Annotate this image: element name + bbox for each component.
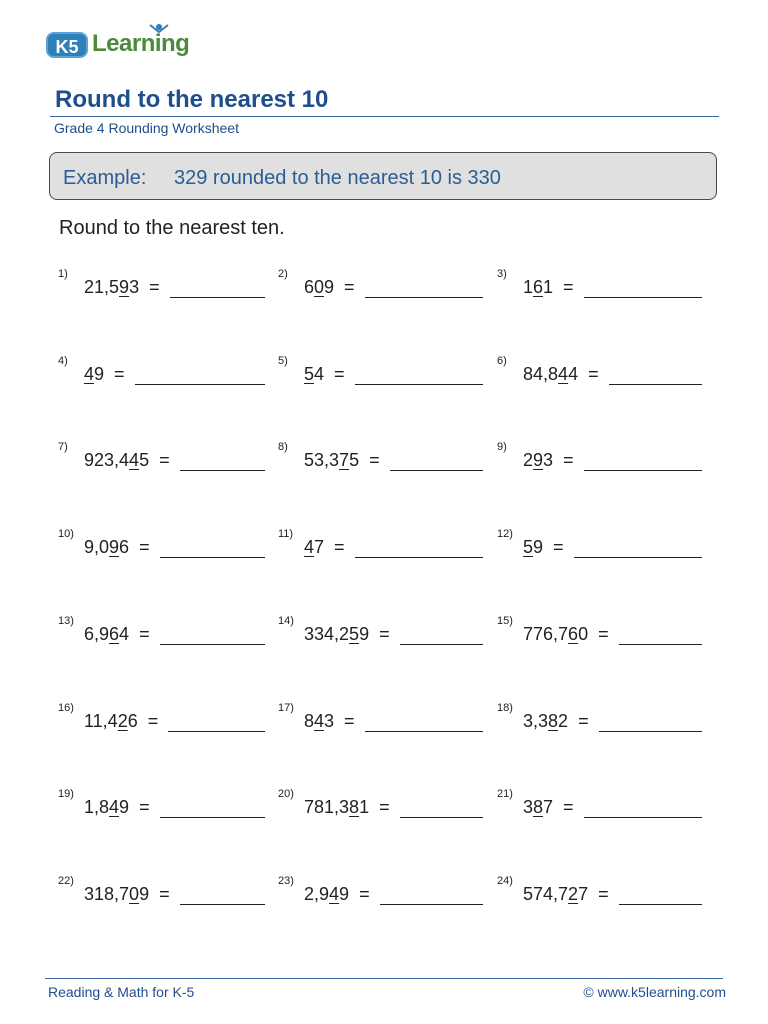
tens-digit-underlined: 4 xyxy=(109,797,120,818)
number-leading-digits: 2 xyxy=(523,450,534,471)
equals-sign: = xyxy=(344,710,355,731)
equals-sign: = xyxy=(359,883,370,904)
tens-digit-underlined: 6 xyxy=(568,623,579,644)
tens-digit-underlined: 7 xyxy=(339,450,350,471)
answer-blank[interactable] xyxy=(168,731,265,732)
problem-item xyxy=(278,788,483,818)
example-label: Example: xyxy=(63,167,147,189)
problem-expression xyxy=(304,711,355,732)
problem-item xyxy=(497,875,702,905)
tens-digit-underlined: 9 xyxy=(533,450,544,471)
tens-digit-underlined: 2 xyxy=(568,883,579,904)
equals-sign: = xyxy=(598,623,609,644)
problem-number: 11) xyxy=(278,528,294,541)
problem-expression xyxy=(84,364,125,385)
answer-blank[interactable] xyxy=(390,470,483,471)
number-ones-digit: 7 xyxy=(543,797,554,818)
problem-item xyxy=(58,875,265,905)
tens-digit-underlined: 4 xyxy=(304,537,315,558)
number-ones-digit: 1 xyxy=(543,277,554,297)
problem-item xyxy=(278,615,483,645)
tens-digit-underlined: 0 xyxy=(314,277,325,297)
problem-item xyxy=(58,788,265,818)
equals-sign: = xyxy=(159,883,170,904)
tens-digit-underlined: 9 xyxy=(109,537,120,558)
problem-expression xyxy=(84,711,158,732)
equals-sign: = xyxy=(139,623,150,644)
number-leading-digits: 2,9 xyxy=(304,883,330,904)
answer-blank[interactable] xyxy=(160,817,265,818)
tens-digit-underlined: 4 xyxy=(558,363,569,384)
problem-expression xyxy=(304,797,390,818)
problem-number: 24) xyxy=(497,874,513,887)
equals-sign: = xyxy=(147,710,159,731)
worksheet-subtitle: Grade 4 Rounding Worksheet xyxy=(54,120,239,136)
logo-badge: K5 xyxy=(46,32,88,58)
tens-digit-underlined: 4 xyxy=(314,710,325,731)
problem-expression xyxy=(523,711,589,732)
tens-digit-underlined: 4 xyxy=(84,363,95,384)
problem-expression xyxy=(84,884,170,905)
number-ones-digit: 9 xyxy=(139,883,150,904)
number-leading-digits: 923,4 xyxy=(84,450,130,471)
problem-expression xyxy=(523,450,574,471)
instruction-text: Round to the nearest ten. xyxy=(59,217,285,239)
tens-digit-underlined: 8 xyxy=(533,797,544,818)
number-leading-digits: 6,9 xyxy=(84,623,110,644)
problem-item xyxy=(278,268,483,298)
number-leading-digits: 21,5 xyxy=(84,277,120,297)
equals-sign: = xyxy=(578,710,589,731)
number-leading-digits: 334,2 xyxy=(304,623,350,644)
tens-digit-underlined: 4 xyxy=(329,883,340,904)
tens-digit-underlined: 8 xyxy=(548,710,559,731)
problem-item xyxy=(58,702,265,732)
problem-number: 20) xyxy=(278,788,294,801)
problem-item xyxy=(278,875,483,905)
problem-number: 16) xyxy=(58,701,74,714)
number-ones-digit: 4 xyxy=(314,363,325,384)
problem-number: 2) xyxy=(278,268,288,280)
equals-sign: = xyxy=(334,363,345,384)
example-text: 329 rounded to the nearest 10 is 330 xyxy=(174,167,501,189)
answer-blank[interactable] xyxy=(619,904,702,905)
footer-divider xyxy=(45,978,723,979)
number-ones-digit: 6 xyxy=(119,537,130,558)
number-leading-digits: 11,4 xyxy=(84,710,118,731)
problem-number: 4) xyxy=(58,354,68,367)
tens-digit-underlined: 0 xyxy=(129,883,140,904)
number-leading-digits: 53,3 xyxy=(304,450,340,471)
number-ones-digit: 1 xyxy=(359,797,370,818)
problem-expression xyxy=(84,450,170,471)
problem-expression xyxy=(84,277,160,298)
number-ones-digit: 3 xyxy=(543,450,554,471)
number-leading-digits: 781,3 xyxy=(304,797,350,818)
answer-blank[interactable] xyxy=(160,557,265,558)
number-ones-digit: 4 xyxy=(568,363,579,384)
number-leading-digits: 3 xyxy=(523,797,534,818)
problem-expression xyxy=(523,624,609,645)
answer-blank[interactable] xyxy=(574,557,702,558)
number-ones-digit: 9 xyxy=(533,537,544,558)
number-ones-digit: 0 xyxy=(578,623,589,644)
answer-blank[interactable] xyxy=(584,817,702,818)
answer-blank[interactable] xyxy=(400,644,483,645)
answer-blank[interactable] xyxy=(584,297,702,298)
number-leading-digits: 574,7 xyxy=(523,883,569,904)
answer-blank[interactable] xyxy=(584,470,702,471)
problem-number: 23) xyxy=(278,874,294,887)
problem-number: 14) xyxy=(278,614,294,627)
problem-expression xyxy=(304,277,355,298)
problem-number: 12) xyxy=(497,528,513,541)
problem-item xyxy=(278,355,483,385)
equals-sign: = xyxy=(563,450,574,471)
equals-sign: = xyxy=(334,537,345,558)
number-ones-digit: 6 xyxy=(127,710,138,731)
equals-sign: = xyxy=(379,797,390,818)
footer-website: © www.k5learning.com xyxy=(583,984,726,1000)
number-leading-digits: 1 xyxy=(523,277,534,297)
problem-number: 6) xyxy=(497,354,507,367)
equals-sign: = xyxy=(114,363,125,384)
problem-number: 22) xyxy=(58,874,74,887)
title-divider xyxy=(50,116,719,117)
tens-digit-underlined: 2 xyxy=(117,710,128,731)
answer-blank[interactable] xyxy=(380,904,483,905)
problem-item xyxy=(497,788,702,818)
number-ones-digit: 4 xyxy=(119,623,130,644)
tens-digit-underlined: 5 xyxy=(523,537,534,558)
answer-blank[interactable] xyxy=(180,904,265,905)
problem-item xyxy=(58,615,265,645)
problem-item xyxy=(497,615,702,645)
problem-expression xyxy=(304,537,345,558)
number-leading-digits: 8 xyxy=(304,710,315,731)
number-leading-digits: 84,8 xyxy=(523,363,559,384)
number-ones-digit: 9 xyxy=(94,363,105,384)
problem-expression xyxy=(523,797,574,818)
answer-blank[interactable] xyxy=(365,731,483,732)
problem-expression xyxy=(84,797,150,818)
number-ones-digit: 7 xyxy=(578,883,589,904)
problem-item xyxy=(278,702,483,732)
answer-blank[interactable] xyxy=(609,384,702,385)
problem-item xyxy=(497,441,702,471)
problem-item xyxy=(497,528,702,558)
problem-number: 19) xyxy=(58,788,74,801)
problem-number: 9) xyxy=(497,441,507,454)
problem-number: 3) xyxy=(497,268,507,280)
problem-expression xyxy=(523,884,609,905)
tens-digit-underlined: 9 xyxy=(119,277,130,297)
tens-digit-underlined: 6 xyxy=(533,277,544,297)
number-ones-digit: 3 xyxy=(129,277,140,297)
number-ones-digit: 9 xyxy=(324,277,335,297)
tens-digit-underlined: 5 xyxy=(304,363,315,384)
number-ones-digit: 3 xyxy=(324,710,335,731)
problem-item xyxy=(58,268,265,298)
footer-tagline: Reading & Math for K-5 xyxy=(48,984,195,1000)
problem-expression xyxy=(84,537,150,558)
answer-blank[interactable] xyxy=(599,731,702,732)
equals-sign: = xyxy=(139,537,150,558)
problem-item xyxy=(497,268,702,298)
number-ones-digit: 9 xyxy=(119,797,130,818)
problem-item xyxy=(58,528,265,558)
problem-number: 21) xyxy=(497,788,513,801)
number-leading-digits: 3,3 xyxy=(523,710,549,731)
problem-number: 7) xyxy=(58,441,68,454)
answer-blank[interactable] xyxy=(135,384,265,385)
problem-item xyxy=(58,441,265,471)
problem-expression xyxy=(523,364,599,385)
problem-number: 8) xyxy=(278,441,288,454)
number-ones-digit: 9 xyxy=(359,623,370,644)
equals-sign: = xyxy=(379,623,390,644)
equals-sign: = xyxy=(553,537,564,558)
problem-number: 18) xyxy=(497,701,513,714)
problem-item xyxy=(497,702,702,732)
answer-blank[interactable] xyxy=(170,297,265,298)
problem-item xyxy=(58,355,265,385)
problem-number: 5) xyxy=(278,354,288,367)
answer-blank[interactable] xyxy=(400,817,483,818)
number-leading-digits: 6 xyxy=(304,277,315,297)
problem-expression xyxy=(304,884,370,905)
problem-number: 1) xyxy=(58,268,68,280)
number-ones-digit: 5 xyxy=(349,450,360,471)
equals-sign: = xyxy=(159,450,170,471)
equals-sign: = xyxy=(139,797,150,818)
k5-learning-logo xyxy=(46,22,206,62)
number-leading-digits: 1,8 xyxy=(84,797,110,818)
answer-blank[interactable] xyxy=(355,557,483,558)
tens-digit-underlined: 4 xyxy=(129,450,140,471)
problem-number: 15) xyxy=(497,614,513,627)
problem-number: 13) xyxy=(58,614,74,627)
problem-number: 17) xyxy=(278,701,294,714)
problem-expression xyxy=(84,624,150,645)
problem-item xyxy=(278,441,483,471)
number-ones-digit: 2 xyxy=(558,710,569,731)
problem-expression xyxy=(304,450,380,471)
answer-blank[interactable] xyxy=(355,384,483,385)
answer-blank[interactable] xyxy=(365,297,483,298)
equals-sign: = xyxy=(369,450,380,471)
tens-digit-underlined: 5 xyxy=(349,623,360,644)
logo-wordmark: Learning xyxy=(92,30,190,57)
equals-sign: = xyxy=(563,797,574,818)
equals-sign: = xyxy=(149,277,160,297)
example-box xyxy=(49,152,717,200)
problem-number: 10) xyxy=(58,528,74,541)
problem-expression xyxy=(304,364,345,385)
problem-item xyxy=(497,355,702,385)
equals-sign: = xyxy=(344,277,355,297)
number-ones-digit: 7 xyxy=(314,537,325,558)
answer-blank[interactable] xyxy=(160,644,265,645)
tens-digit-underlined: 6 xyxy=(109,623,120,644)
logo-figure-icon xyxy=(146,22,172,40)
equals-sign: = xyxy=(598,883,609,904)
problem-expression xyxy=(523,277,574,298)
number-leading-digits: 318,7 xyxy=(84,883,130,904)
number-ones-digit: 9 xyxy=(339,883,350,904)
number-ones-digit: 5 xyxy=(139,450,150,471)
problem-expression xyxy=(304,624,390,645)
answer-blank[interactable] xyxy=(619,644,702,645)
problem-expression xyxy=(523,537,564,558)
equals-sign: = xyxy=(563,277,574,297)
page-title: Round to the nearest 10 xyxy=(55,86,329,113)
tens-digit-underlined: 8 xyxy=(349,797,360,818)
equals-sign: = xyxy=(588,363,599,384)
number-leading-digits: 776,7 xyxy=(523,623,569,644)
number-leading-digits: 9,0 xyxy=(84,537,110,558)
answer-blank[interactable] xyxy=(180,470,265,471)
problem-item xyxy=(278,528,483,558)
